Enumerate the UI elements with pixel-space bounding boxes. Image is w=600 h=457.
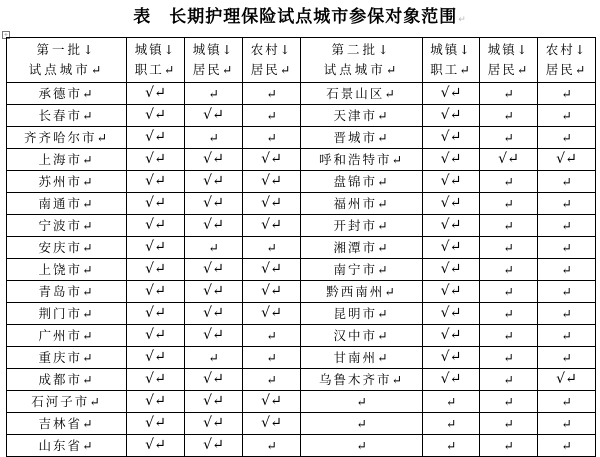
city-cell: 齐齐哈尔市↵ <box>7 127 127 149</box>
coverage-cell: ↵ <box>480 303 538 325</box>
table-row <box>7 193 596 215</box>
coverage-cell: ↵ <box>185 347 243 369</box>
city-cell: 苏州市↵ <box>7 171 127 193</box>
coverage-cell: √↵ <box>127 391 185 413</box>
coverage-cell: ↵ <box>538 391 596 413</box>
coverage-cell: ↵ <box>423 413 480 435</box>
coverage-cell: √↵ <box>423 171 480 193</box>
coverage-cell: √↵ <box>423 303 480 325</box>
city-cell: 福州市↵ <box>301 193 423 215</box>
coverage-cell: √↵ <box>480 149 538 171</box>
city-cell: 上饶市↵ <box>7 259 127 281</box>
header-line: 城镇↓ <box>134 42 177 57</box>
coverage-cell: √↵ <box>243 303 301 325</box>
table-row <box>7 325 596 347</box>
header-line: 城镇↓ <box>192 42 235 57</box>
table-row <box>7 281 596 303</box>
table-row <box>7 259 596 281</box>
city-cell: 重庆市↵ <box>7 347 127 369</box>
city-cell: 天津市↵ <box>301 105 423 127</box>
header-line: 农村↓ <box>250 42 293 57</box>
coverage-cell: √↵ <box>185 259 243 281</box>
city-cell: 呼和浩特市↵ <box>301 149 423 171</box>
coverage-cell: √↵ <box>243 171 301 193</box>
coverage-cell: ↵ <box>185 127 243 149</box>
coverage-cell: ↵ <box>538 413 596 435</box>
coverage-cell: √↵ <box>243 391 301 413</box>
city-cell: 荆门市↵ <box>7 303 127 325</box>
coverage-cell: ↵ <box>538 237 596 259</box>
coverage-cell: ↵ <box>243 83 301 105</box>
coverage-cell: ↵ <box>480 413 538 435</box>
coverage-cell: ↵ <box>480 83 538 105</box>
city-cell: 广州市↵ <box>7 325 127 347</box>
coverage-cell: √↵ <box>423 83 480 105</box>
coverage-cell: √↵ <box>243 215 301 237</box>
header-cell-batch2-city <box>301 38 423 83</box>
table-row <box>7 83 596 105</box>
header-cell-batch1-city <box>7 38 127 83</box>
coverage-cell: ↵ <box>538 303 596 325</box>
coverage-cell: √↵ <box>185 215 243 237</box>
coverage-cell: ↵ <box>538 171 596 193</box>
city-cell: ↵ <box>301 413 423 435</box>
coverage-cell: √↵ <box>127 83 185 105</box>
header-line: 试点城市↵ <box>323 62 400 77</box>
coverage-cell: √↵ <box>127 237 185 259</box>
city-cell: 长春市↵ <box>7 105 127 127</box>
coverage-cell: √↵ <box>243 193 301 215</box>
city-cell: 山东省↵ <box>7 435 127 457</box>
coverage-cell: ↵ <box>185 83 243 105</box>
header-cell-batch2-urban-employee <box>423 38 480 83</box>
coverage-cell: √↵ <box>423 127 480 149</box>
coverage-cell: ↵ <box>243 105 301 127</box>
coverage-cell: √↵ <box>185 281 243 303</box>
coverage-cell: √↵ <box>185 435 243 457</box>
coverage-cell: √↵ <box>243 281 301 303</box>
city-cell: 宁波市↵ <box>7 215 127 237</box>
city-cell: 南通市↵ <box>7 193 127 215</box>
coverage-cell: √↵ <box>127 369 185 391</box>
city-cell: ↵ <box>301 391 423 413</box>
coverage-cell: √↵ <box>127 325 185 347</box>
coverage-cell: √↵ <box>423 149 480 171</box>
city-cell: 盘锦市↵ <box>301 171 423 193</box>
coverage-cell: √↵ <box>423 105 480 127</box>
coverage-cell: √↵ <box>423 325 480 347</box>
coverage-cell: √↵ <box>185 171 243 193</box>
header-line: 居民↵ <box>487 62 530 77</box>
table-title-label: 表 <box>133 7 152 27</box>
city-cell: 黔西南州↵ <box>301 281 423 303</box>
coverage-cell: √↵ <box>127 215 185 237</box>
coverage-cell: ↵ <box>480 435 538 457</box>
coverage-cell: √↵ <box>127 413 185 435</box>
coverage-cell: ↵ <box>538 281 596 303</box>
city-cell: 吉林省↵ <box>7 413 127 435</box>
header-row <box>7 38 596 83</box>
coverage-cell: ↵ <box>480 347 538 369</box>
city-cell: 承德市↵ <box>7 83 127 105</box>
coverage-cell: √↵ <box>423 193 480 215</box>
table-row <box>7 391 596 413</box>
table-row <box>7 347 596 369</box>
table-row <box>7 171 596 193</box>
coverage-cell: ↵ <box>423 435 480 457</box>
coverage-cell: ↵ <box>423 391 480 413</box>
coverage-cell: ↵ <box>480 215 538 237</box>
table-row <box>7 105 596 127</box>
coverage-cell: ↵ <box>480 127 538 149</box>
table-move-handle-icon[interactable]: + <box>3 32 9 38</box>
header-line: 城镇↓ <box>487 42 530 57</box>
coverage-cell: √↵ <box>127 127 185 149</box>
coverage-cell: √↵ <box>127 149 185 171</box>
city-cell: 湘潭市↵ <box>301 237 423 259</box>
coverage-cell: √↵ <box>185 193 243 215</box>
coverage-cell: ↵ <box>480 193 538 215</box>
coverage-cell: √↵ <box>423 237 480 259</box>
coverage-cell: √↵ <box>127 171 185 193</box>
header-line: 第二批↓ <box>331 42 392 57</box>
table-row <box>7 435 596 457</box>
header-cell-batch2-rural-resident <box>538 38 596 83</box>
coverage-cell: ↵ <box>243 347 301 369</box>
coverage-cell: √↵ <box>185 105 243 127</box>
header-cell-batch2-urban-resident <box>480 38 538 83</box>
coverage-cell: ↵ <box>480 391 538 413</box>
coverage-cell: √↵ <box>185 391 243 413</box>
header-line: 居民↵ <box>250 62 293 77</box>
city-cell: 南宁市↵ <box>301 259 423 281</box>
coverage-cell: ↵ <box>185 237 243 259</box>
coverage-cell: √↵ <box>185 369 243 391</box>
header-cell-batch1-urban-resident <box>185 38 243 83</box>
header-line: 农村↓ <box>545 42 588 57</box>
city-cell: 石景山区↵ <box>301 83 423 105</box>
coverage-cell: √↵ <box>185 149 243 171</box>
coverage-cell: ↵ <box>538 435 596 457</box>
coverage-cell: √↵ <box>423 347 480 369</box>
table-title <box>0 6 600 31</box>
coverage-cell: √↵ <box>185 413 243 435</box>
city-cell: 安庆市↵ <box>7 237 127 259</box>
coverage-cell: √↵ <box>127 347 185 369</box>
city-cell: 乌鲁木齐市↵ <box>301 369 423 391</box>
header-line: 城镇↓ <box>430 42 472 57</box>
header-line: 居民↵ <box>545 62 588 77</box>
city-cell: 昆明市↵ <box>301 303 423 325</box>
coverage-cell: √↵ <box>127 193 185 215</box>
header-line: 职工↵ <box>430 62 472 77</box>
city-cell: 晋城市↵ <box>301 127 423 149</box>
header-line: 职工↵ <box>134 62 177 77</box>
header-line: 第一批↓ <box>36 42 97 57</box>
city-cell: 开封市↵ <box>301 215 423 237</box>
header-cell-batch1-urban-employee <box>127 38 185 83</box>
coverage-cell: ↵ <box>538 83 596 105</box>
coverage-cell: √↵ <box>185 303 243 325</box>
coverage-cell: ↵ <box>480 325 538 347</box>
city-cell: 甘南州↵ <box>301 347 423 369</box>
city-cell: 石河子市↵ <box>7 391 127 413</box>
table-row <box>7 369 596 391</box>
coverage-cell: ↵ <box>480 105 538 127</box>
city-cell: 汉中市↵ <box>301 325 423 347</box>
coverage-cell: √↵ <box>423 369 480 391</box>
coverage-cell: ↵ <box>538 215 596 237</box>
coverage-cell: √↵ <box>423 281 480 303</box>
coverage-cell: ↵ <box>538 259 596 281</box>
pilot-cities-table <box>6 37 596 457</box>
city-cell: ↵ <box>301 435 423 457</box>
coverage-cell: ↵ <box>480 237 538 259</box>
coverage-cell: ↵ <box>538 105 596 127</box>
table-row <box>7 303 596 325</box>
coverage-cell: √↵ <box>127 281 185 303</box>
table-row <box>7 237 596 259</box>
header-line: 试点城市↵ <box>28 62 105 77</box>
coverage-cell: √↵ <box>127 435 185 457</box>
city-cell: 青岛市↵ <box>7 281 127 303</box>
header-line: 居民↵ <box>192 62 235 77</box>
coverage-cell: √↵ <box>127 105 185 127</box>
coverage-cell: √↵ <box>243 259 301 281</box>
table-row <box>7 127 596 149</box>
coverage-cell: ↵ <box>243 237 301 259</box>
coverage-cell: ↵ <box>480 281 538 303</box>
coverage-cell: ↵ <box>538 325 596 347</box>
coverage-cell: ↵ <box>538 127 596 149</box>
coverage-cell: √↵ <box>243 413 301 435</box>
table-row <box>7 215 596 237</box>
coverage-cell: ↵ <box>538 347 596 369</box>
coverage-cell: √↵ <box>538 149 596 171</box>
coverage-cell: ↵ <box>480 259 538 281</box>
coverage-cell: √↵ <box>538 369 596 391</box>
header-cell-batch1-rural-resident <box>243 38 301 83</box>
coverage-cell: ↵ <box>480 369 538 391</box>
coverage-cell: ↵ <box>243 369 301 391</box>
coverage-cell: ↵ <box>480 171 538 193</box>
coverage-cell: √↵ <box>185 325 243 347</box>
coverage-cell: √↵ <box>423 259 480 281</box>
city-cell: 上海市↵ <box>7 149 127 171</box>
table-row <box>7 413 596 435</box>
paragraph-mark: ↵ <box>458 15 467 25</box>
coverage-cell: √↵ <box>243 149 301 171</box>
coverage-cell: ↵ <box>243 435 301 457</box>
city-cell: 成都市↵ <box>7 369 127 391</box>
coverage-cell: ↵ <box>243 127 301 149</box>
coverage-cell: √↵ <box>423 215 480 237</box>
table-row <box>7 149 596 171</box>
coverage-cell: ↵ <box>243 325 301 347</box>
table-title-text: 长期护理保险试点城市参保对象范围 <box>169 7 458 27</box>
coverage-cell: √↵ <box>127 259 185 281</box>
coverage-cell: ↵ <box>538 193 596 215</box>
coverage-cell: √↵ <box>127 303 185 325</box>
